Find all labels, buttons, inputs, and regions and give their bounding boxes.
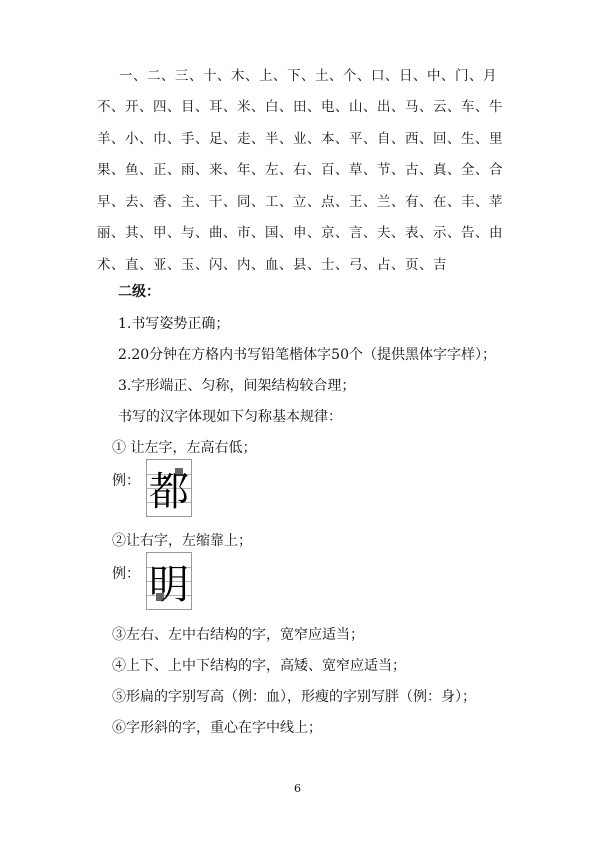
character-item: 吉 — [433, 256, 447, 273]
character-item: 右 — [293, 162, 307, 179]
character-row: 羊 、 小 、 巾 、 手 、 足 、 走 、 半 、 业 、 本 、 平 、 自 、 西 、 回 、 生 、 里 — [97, 121, 517, 153]
example-label-1: 例： — [112, 473, 140, 489]
character-item: 平 — [349, 130, 363, 147]
character-item: 回 — [433, 130, 447, 147]
character-item: 羊 — [97, 130, 111, 147]
character-item: 草 — [349, 162, 363, 179]
character-item: 日 — [399, 67, 413, 84]
character-item: 玉 — [181, 256, 195, 273]
character-item: 中 — [427, 67, 441, 84]
character-item: 香 — [153, 193, 167, 210]
character-item: 本 — [321, 130, 335, 147]
character-item: 三 — [175, 67, 189, 84]
character-item: 开 — [125, 99, 139, 116]
character-item: 术 — [97, 256, 111, 273]
character-item: 告 — [461, 225, 475, 242]
character-item: 申 — [293, 225, 307, 242]
character-item: 节 — [377, 162, 391, 179]
rule-2: ②让右字，左缩靠上； — [112, 533, 252, 549]
character-item: 自 — [377, 130, 391, 147]
character-item: 示 — [433, 225, 447, 242]
character-row: 丽 、 其 、 甲 、 与 、 曲 、 市 、 国 、 申 、 京 、 言 、 夫 、 表 、 示 、 告 、 由 — [97, 216, 517, 248]
character-item: 手 — [181, 130, 195, 147]
character-item: 目 — [181, 99, 195, 116]
character-item: 页 — [405, 256, 419, 273]
example-glyph-1: 都 — [149, 468, 189, 515]
character-item: 土 — [315, 67, 329, 84]
character-item: 足 — [209, 130, 223, 147]
character-item: 苹 — [489, 193, 503, 210]
character-item: 同 — [237, 193, 251, 210]
character-item: 丰 — [461, 193, 475, 210]
character-item: 上 — [259, 67, 273, 84]
character-item: 占 — [377, 256, 391, 273]
character-item: 电 — [321, 99, 335, 116]
character-row: 不 、 开 、 四 、 目 、 耳 、 米 、 白 、 田 、 电 、 山 、 出 、 马 、 云 、 车 、 牛 — [97, 90, 517, 122]
character-item: 县 — [293, 256, 307, 273]
character-item: 全 — [461, 162, 475, 179]
character-item: 弓 — [349, 256, 363, 273]
character-item: 兰 — [377, 193, 391, 210]
character-item: 点 — [321, 193, 335, 210]
rule-3: ③左右、左中右结构的字，宽窄应适当； — [112, 627, 364, 643]
character-item: 血 — [265, 256, 279, 273]
character-item: 二 — [147, 67, 161, 84]
character-item: 车 — [461, 99, 475, 116]
rule-5: ⑤形扁的字别写高（例：血），形瘦的字别写胖（例：身）； — [112, 689, 476, 705]
character-item: 业 — [293, 130, 307, 147]
character-item: 言 — [349, 225, 363, 242]
character-item: 闪 — [209, 256, 223, 273]
character-item: 直 — [125, 256, 139, 273]
character-row: 术 、 直 、 亚 、 玉 、 闪 、 内 、 血 、 县 、 士 、 弓 、 占 、 页 、 吉 — [97, 247, 517, 279]
character-item: 十 — [203, 67, 217, 84]
page-number: 6 — [294, 782, 301, 795]
character-item: 月 — [483, 67, 497, 84]
character-item: 早 — [97, 193, 111, 210]
example-glyph-2: 明 — [149, 561, 189, 608]
character-item: 夫 — [377, 225, 391, 242]
character-item: 京 — [321, 225, 335, 242]
requirement-1: 1.书写姿势正确； — [118, 316, 230, 332]
character-item: 生 — [461, 130, 475, 147]
character-item: 丽 — [97, 225, 111, 242]
character-item: 半 — [265, 130, 279, 147]
character-item: 真 — [433, 162, 447, 179]
character-item: 西 — [405, 130, 419, 147]
character-item: 来 — [209, 162, 223, 179]
character-row: 果 、 鱼 、 正 、 雨 、 来 、 年 、 左 、 右 、 百 、 草 、 节 、 古 、 真 、 全 、 合 — [97, 153, 517, 185]
character-item: 国 — [265, 225, 279, 242]
character-item: 不 — [97, 99, 111, 116]
character-item: 口 — [371, 67, 385, 84]
character-item: 果 — [97, 162, 111, 179]
character-item: 云 — [433, 99, 447, 116]
character-item: 士 — [321, 256, 335, 273]
character-item: 里 — [489, 130, 503, 147]
character-item: 左 — [265, 162, 279, 179]
character-item: 在 — [433, 193, 447, 210]
character-item: 一 — [119, 67, 133, 84]
character-list — [97, 58, 517, 279]
example-image-1 — [146, 459, 192, 517]
character-item: 白 — [265, 99, 279, 116]
character-item: 走 — [237, 130, 251, 147]
character-item: 小 — [125, 130, 139, 147]
character-item: 年 — [237, 162, 251, 179]
character-item: 由 — [489, 225, 503, 242]
character-item: 百 — [321, 162, 335, 179]
character-item: 立 — [293, 193, 307, 210]
example-label-2: 例： — [112, 566, 140, 582]
requirement-2: 2.20分钟在方格内书写铅笔楷体字50个（提供黑体字字样）； — [118, 347, 496, 363]
rule-6: ⑥字形斜的字，重心在字中线上； — [112, 720, 322, 736]
character-item: 鱼 — [125, 162, 139, 179]
character-row: 早 、 去 、 香 、 主 、 干 、 同 、 工 、 立 、 点 、 王 、 兰 、 有 、 在 、 丰 、 苹 — [97, 184, 517, 216]
character-item: 与 — [181, 225, 195, 242]
character-item: 牛 — [489, 99, 503, 116]
character-item: 去 — [125, 193, 139, 210]
rule-4: ④上下、上中下结构的字，高矮、宽窄应适当； — [112, 658, 406, 674]
character-item: 山 — [349, 99, 363, 116]
character-item: 田 — [293, 99, 307, 116]
character-item: 巾 — [153, 130, 167, 147]
character-item: 出 — [377, 99, 391, 116]
level-heading: 二级： — [118, 284, 160, 300]
rules-intro: 书写的汉字体现如下匀称基本规律： — [118, 409, 342, 425]
character-item: 亚 — [153, 256, 167, 273]
character-item: 个 — [343, 67, 357, 84]
character-item: 雨 — [181, 162, 195, 179]
character-item: 干 — [209, 193, 223, 210]
character-item: 工 — [265, 193, 279, 210]
rule-1: ① 让左字，左高右低； — [112, 440, 257, 456]
character-row: 一 、 二 、 三 、 十 、 木 、 上 、 下 、 土 、 个 、 口 、 日 、 中 、 门 、 月 — [97, 58, 517, 90]
example-image-2 — [146, 552, 192, 610]
character-item: 正 — [153, 162, 167, 179]
character-item: 曲 — [209, 225, 223, 242]
character-item: 米 — [237, 99, 251, 116]
character-item: 王 — [349, 193, 363, 210]
character-item: 内 — [237, 256, 251, 273]
character-item: 木 — [231, 67, 245, 84]
character-item: 表 — [405, 225, 419, 242]
character-item: 甲 — [153, 225, 167, 242]
character-item: 有 — [405, 193, 419, 210]
requirement-3: 3.字形端正、匀称，间架结构较合理； — [118, 378, 356, 394]
character-item: 下 — [287, 67, 301, 84]
character-item: 马 — [405, 99, 419, 116]
character-item: 其 — [125, 225, 139, 242]
character-item: 主 — [181, 193, 195, 210]
character-item: 门 — [455, 67, 469, 84]
character-item: 市 — [237, 225, 251, 242]
character-item: 古 — [405, 162, 419, 179]
character-item: 耳 — [209, 99, 223, 116]
character-item: 合 — [489, 162, 503, 179]
character-item: 四 — [153, 99, 167, 116]
